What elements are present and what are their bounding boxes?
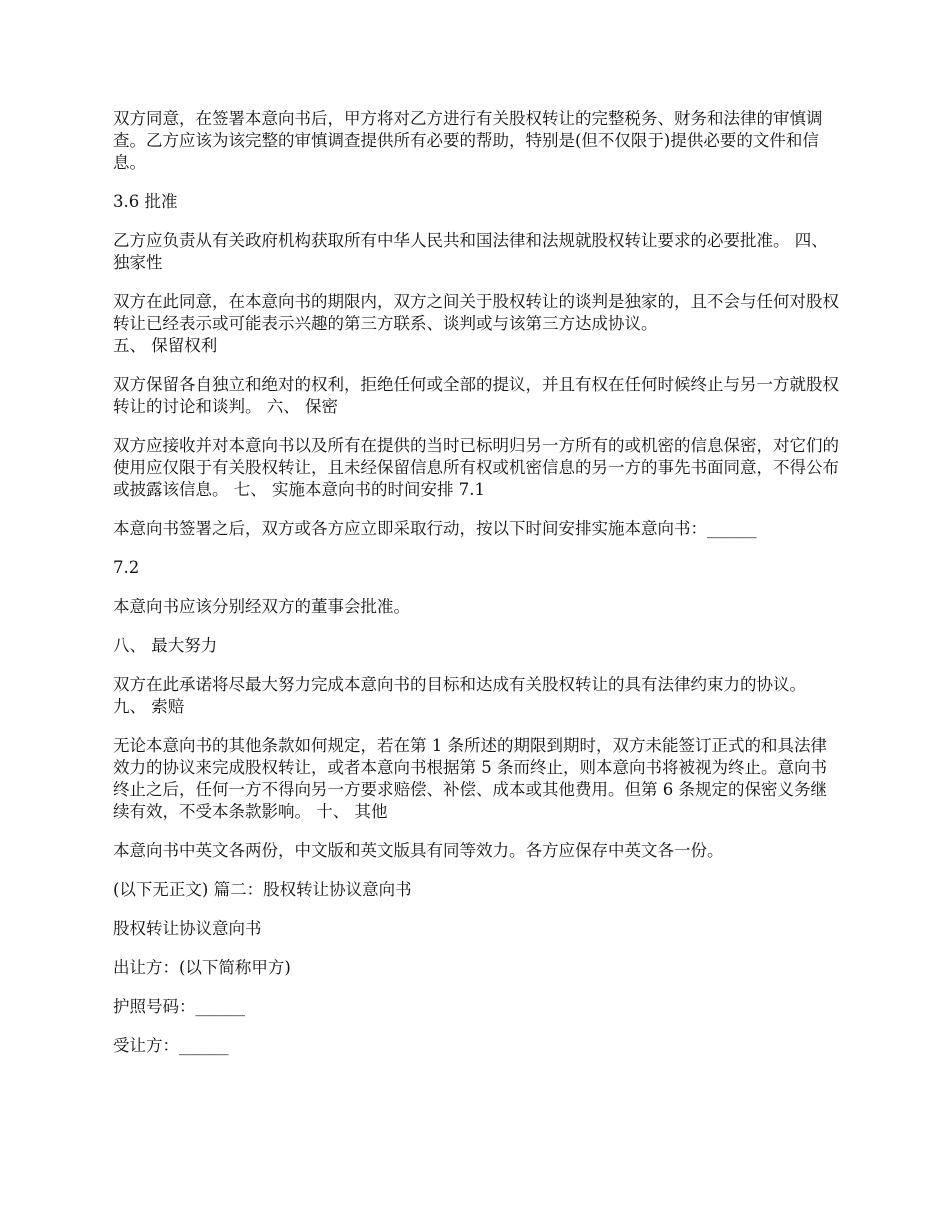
- field-transferor: 出让方：(以下简称甲方): [113, 958, 291, 977]
- paragraph-approval: 乙方应负责从有关政府机构获取所有中华人民共和国法律和法规就股权转让要求的必要批准。 四、 独家性: [113, 231, 833, 272]
- section-heading-best-efforts: 八、 最大努力: [113, 636, 218, 655]
- section-heading-reserved-rights: 五、 保留权利: [113, 336, 218, 355]
- paragraph-timeline-7-1: 本意向书签署之后，双方或各方应立即采取行动，按以下时间安排实施本意向书：______: [113, 519, 757, 538]
- document-title-part-two: 股权转让协议意向书: [113, 919, 262, 938]
- paragraph-best-efforts: 双方在此承诺将尽最大努力完成本意向书的目标和达成有关股权转让的具有法律约束力的协议。 九、 索赔: [113, 675, 812, 716]
- paragraph-exclusivity: 双方在此同意，在本意向书的期限内，双方之间关于股权转让的谈判是独家的，且不会与任何对股权转让已经表示或可能表示兴趣的第三方联系、谈判或与该第三方达成协议。: [113, 292, 839, 333]
- field-transferee: 受让方：______: [113, 1036, 229, 1055]
- paragraph-board-approval: 本意向书应该分别经双方的董事会批准。: [113, 597, 410, 616]
- paragraph-due-diligence: 双方同意，在签署本意向书后，甲方将对乙方进行有关股权转让的完整税务、财务和法律的审慎调查。乙方应该为该完整的审慎调查提供所有必要的帮助，特别是(但不仅限于)提供必要的文件和信息。: [113, 109, 823, 172]
- paragraph-language-versions: 本意向书中英文各两份，中文版和英文版具有同等效力。各方应保存中英文各一份。: [113, 841, 724, 860]
- section-heading-7-2: 7.2: [113, 558, 140, 577]
- paragraph-claims: 无论本意向书的其他条款如何规定，若在第 1 条所述的期限到期时，双方未能签订正式的和具法律效力的协议来完成股权转让，或者本意向书根据第 5 条而终止，则本意向书将被视为终止。意向书终止之后，任何一方不得向另一方要求赔偿、补偿、成本或其他费用。但第 6 条规定的保密义务继续有效，不受本条款影响。 十、 其他: [113, 736, 827, 821]
- paragraph-end-of-text: (以下无正文) 篇二：股权转让协议意向书: [113, 880, 412, 899]
- document-body: [113, 108, 843, 1074]
- paragraph-reserved-rights: 双方保留各自独立和绝对的权利，拒绝任何或全部的提议，并且有权在任何时候终止与另一方就股权转让的讨论和谈判。 六、 保密: [113, 375, 839, 416]
- paragraph-confidentiality: 双方应接收并对本意向书以及所有在提供的当时已标明归另一方所有的或机密的信息保密，对它们的使用应仅限于有关股权转让，且未经保留信息所有权或机密信息的另一方的事先书面同意，不得公布或披露该信息。 七、 实施本意向书的时间安排 7.1: [113, 436, 839, 499]
- section-heading-3-6: 3.6 批准: [113, 192, 178, 211]
- field-passport-number: 护照号码：______: [113, 997, 245, 1016]
